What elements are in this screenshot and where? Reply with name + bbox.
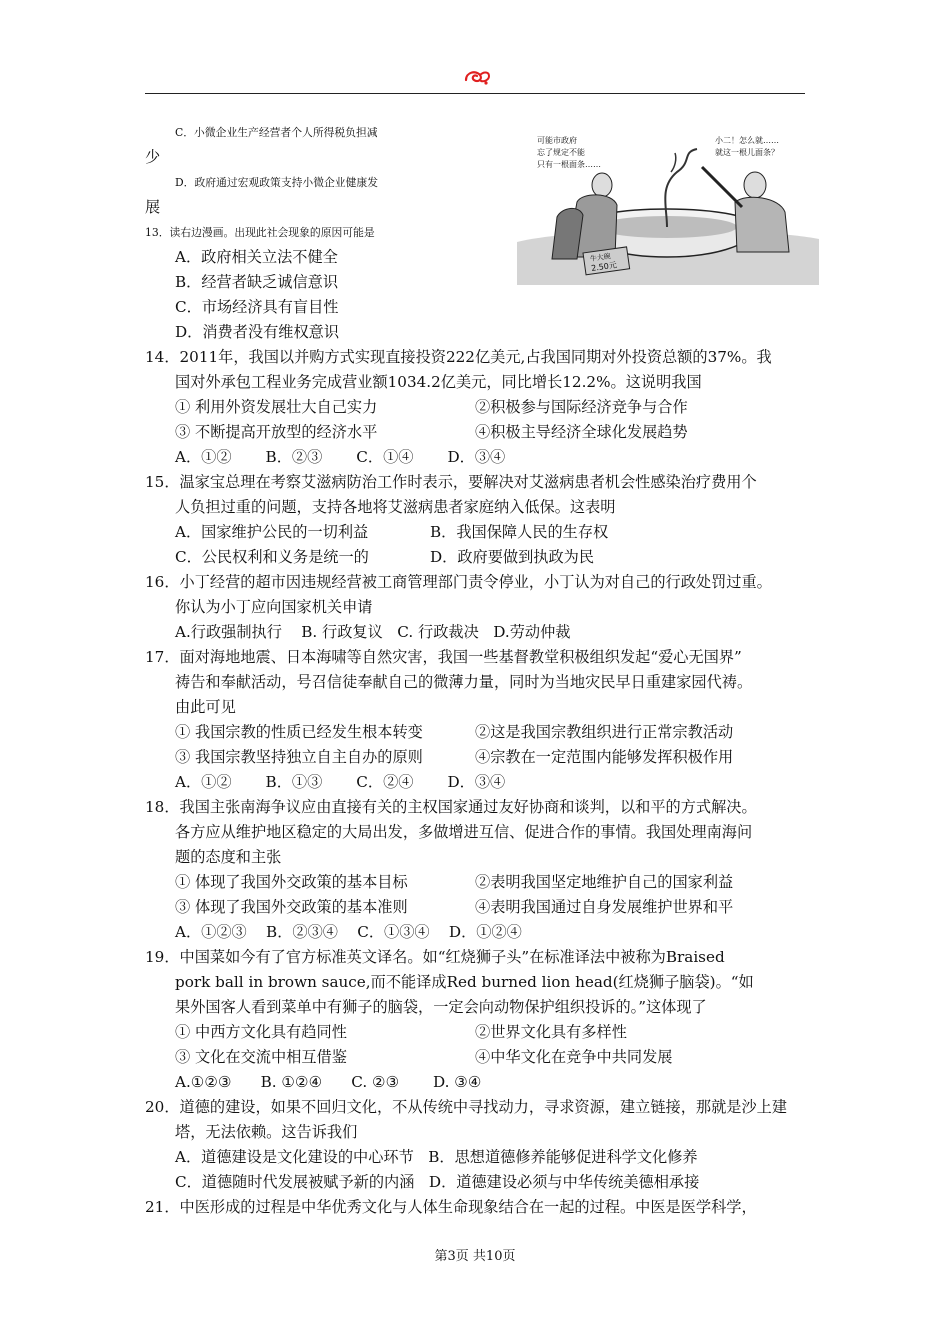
q19-item-1: ① 中西方文化具有趋同性 xyxy=(175,1023,347,1041)
cartoon-bubble-right-line1: 小二！怎么就…… xyxy=(715,136,779,145)
q14-stem-line2: 国对外承包工程业务完成营业额1034.2亿美元，同比增长12.2%。这说明我国 xyxy=(175,373,702,391)
q12-option-d: D．政府通过宏观政策支持小微企业健康发 xyxy=(175,176,378,189)
q17-stem-line2: 祷告和奉献活动，号召信徒奉献自己的微薄力量，同时为当地灾民早日重建家园代祷。 xyxy=(175,673,753,691)
q14-item-1: ① 利用外资发展壮大自己实力 xyxy=(175,398,378,416)
q17-options-row2 xyxy=(145,745,810,770)
q17-stem-line1: 17．面对海地地震、日本海啸等自然灾害，我国一些基督教堂积极组织发起“爱心无国界” xyxy=(145,648,742,666)
q15-choice-a: A．国家维护公民的一切利益 xyxy=(175,523,369,541)
q19-item-2: ②世界文化具有多样性 xyxy=(475,1023,627,1041)
q17-options-row1 xyxy=(145,720,810,745)
q12-option-c-cont: 少 xyxy=(145,148,161,166)
q14-choice-b: B．②③ xyxy=(265,448,323,466)
q13-option-d: D．消费者没有维权意识 xyxy=(175,323,340,341)
q14-options-row2 xyxy=(145,420,810,445)
q15-stem-line1: 15．温家宝总理在考察艾滋病防治工作时表示，要解决对艾滋病患者机会性感染治疗费用个 xyxy=(145,473,757,491)
q14-choice-c: C．①④ xyxy=(356,448,414,466)
cartoon-sign-line1: 牛大碗 xyxy=(589,252,612,264)
swirl-logo-icon xyxy=(462,66,492,88)
q19-options-row2 xyxy=(145,1045,810,1070)
q21-stem-line1: 21．中医形成的过程是中华优秀文化与人体生命现象结合在一起的过程。中医是医学科学， xyxy=(145,1198,757,1216)
q15-stem-line2: 人负担过重的问题，支持各地将艾滋病患者家庭纳入低保。这表明 xyxy=(175,498,616,516)
cartoon-bubble-left-line2: 忘了规定不能 xyxy=(537,148,585,157)
q18-options-row1 xyxy=(145,870,810,895)
q13-option-c: C．市场经济具有盲目性 xyxy=(175,298,339,316)
q19-stem-line1: 19．中国菜如今有了官方标准英文译名。如“红烧狮子头”在标准译法中被称为Braised xyxy=(145,948,725,966)
cartoon-sign-line2: 2.50元 xyxy=(590,260,618,273)
q20-stem-line1: 20．道德的建设，如果不回归文化，不从传统中寻找动力，寻求资源，建立链接，那就是沙上建 xyxy=(145,1098,788,1116)
q17-item-3: ③ 我国宗教坚持独立自主自办的原则 xyxy=(175,748,423,766)
q18-stem-line2: 各方应从维护地区稳定的大局出发，多做增进互信、促进合作的事情。我国处理南海问 xyxy=(175,823,753,841)
q17-choice-c: C．②④ xyxy=(356,773,414,791)
q17-stem-line3: 由此可见 xyxy=(175,698,236,716)
q15-choice-d: D．政府要做到执政为民 xyxy=(430,548,595,566)
page-number: 第3页 共10页 xyxy=(434,1249,516,1264)
q18-item-3: ③ 体现了我国外交政策的基本准则 xyxy=(175,898,408,916)
q16-choices: A.行政强制执行 B. 行政复议 C. 行政裁决 D.劳动仲裁 xyxy=(175,623,571,641)
q12-option-c: C．小微企业生产经营者个人所得税负担减 xyxy=(175,126,378,139)
q19-item-4: ④中华文化在竞争中共同发展 xyxy=(475,1048,673,1066)
q18-stem-line1: 18．我国主张南海争议应由直接有关的主权国家通过友好协商和谈判，以和平的方式解决。 xyxy=(145,798,757,816)
q15-options-row1 xyxy=(145,520,810,545)
q19-options-row1 xyxy=(145,1020,810,1045)
q13-option-b: B．经营者缺乏诚信意识 xyxy=(175,273,339,291)
q14-item-3: ③ 不断提高开放型的经济水平 xyxy=(175,423,378,441)
q20-choices-ab: A．道德建设是文化建设的中心环节 B．思想道德修养能够促进科学文化修养 xyxy=(175,1148,698,1166)
q20-stem-line2: 塔，无法依赖。这告诉我们 xyxy=(175,1123,358,1141)
question-content xyxy=(145,120,810,1220)
q19-choices: A.①②③ B. ①②④ C. ②③ D. ③④ xyxy=(175,1073,482,1091)
q16-stem-line2: 你认为小丁应向国家机关申请 xyxy=(175,598,373,616)
q20-choices-cd: C．道德随时代发展被赋予新的内涵 D．道德建设必须与中华传统美德相承接 xyxy=(175,1173,700,1191)
q14-choice-a: A．①② xyxy=(175,448,232,466)
q18-item-2: ②表明我国坚定地维护自己的国家利益 xyxy=(475,873,734,891)
cartoon-bubble-left-line1: 可能市政府 xyxy=(537,136,577,145)
q17-choices xyxy=(145,770,810,795)
q15-choice-b: B．我国保障人民的生存权 xyxy=(430,523,609,541)
q14-options-row1 xyxy=(145,395,810,420)
q13-option-a: A．政府相关立法不健全 xyxy=(175,248,338,266)
q18-item-4: ④表明我国通过自身发展维护世界和平 xyxy=(475,898,734,916)
q12-option-d-cont: 展 xyxy=(145,198,161,216)
q17-item-4: ④宗教在一定范围内能够发挥积极作用 xyxy=(475,748,734,766)
q17-choice-a: A．①② xyxy=(175,773,232,791)
q15-options-row2 xyxy=(145,545,810,570)
q18-choices: A．①②③ B．②③④ C．①③④ D．①②④ xyxy=(175,923,522,941)
q17-choice-b: B．①③ xyxy=(265,773,323,791)
cartoon-bubble-left-line3: 只有一根面条…… xyxy=(537,160,601,169)
q14-stem-line1: 14．2011年，我国以并购方式实现直接投资222亿美元,占我国同期对外投资总额的37%。我 xyxy=(145,348,772,366)
q14-choices xyxy=(145,445,810,470)
header-rule xyxy=(145,93,805,94)
q14-item-4: ④积极主导经济全球化发展趋势 xyxy=(475,423,688,441)
q19-stem-line3: 果外国客人看到菜单中有狮子的脑袋，一定会向动物保护组织投诉的。”这体现了 xyxy=(175,998,707,1016)
q18-options-row2 xyxy=(145,895,810,920)
cartoon-bubble-right-line2: 就这一根儿面条？ xyxy=(715,148,779,157)
q19-item-3: ③ 文化在交流中相互借鉴 xyxy=(175,1048,347,1066)
q17-choice-d: D．③④ xyxy=(447,773,506,791)
q13-stem: 13．读右边漫画。出现此社会现象的原因可能是 xyxy=(145,226,375,239)
q15-choice-c: C．公民权利和义务是统一的 xyxy=(175,548,369,566)
q14-item-2: ②积极参与国际经济竞争与合作 xyxy=(475,398,688,416)
q16-stem-line1: 16．小丁经营的超市因违规经营被工商管理部门责令停业，小丁认为对自己的行政处罚过重。 xyxy=(145,573,772,591)
q18-stem-line3: 题的态度和主张 xyxy=(175,848,282,866)
q17-item-1: ① 我国宗教的性质已经发生根本转变 xyxy=(175,723,423,741)
q17-item-2: ②这是我国宗教组织进行正常宗教活动 xyxy=(475,723,734,741)
q14-choice-d: D．③④ xyxy=(447,448,506,466)
q18-item-1: ① 体现了我国外交政策的基本目标 xyxy=(175,873,408,891)
q19-stem-line2: pork ball in brown sauce,而不能译成Red burned lion head(红烧狮子脑袋)。“如 xyxy=(175,973,754,991)
